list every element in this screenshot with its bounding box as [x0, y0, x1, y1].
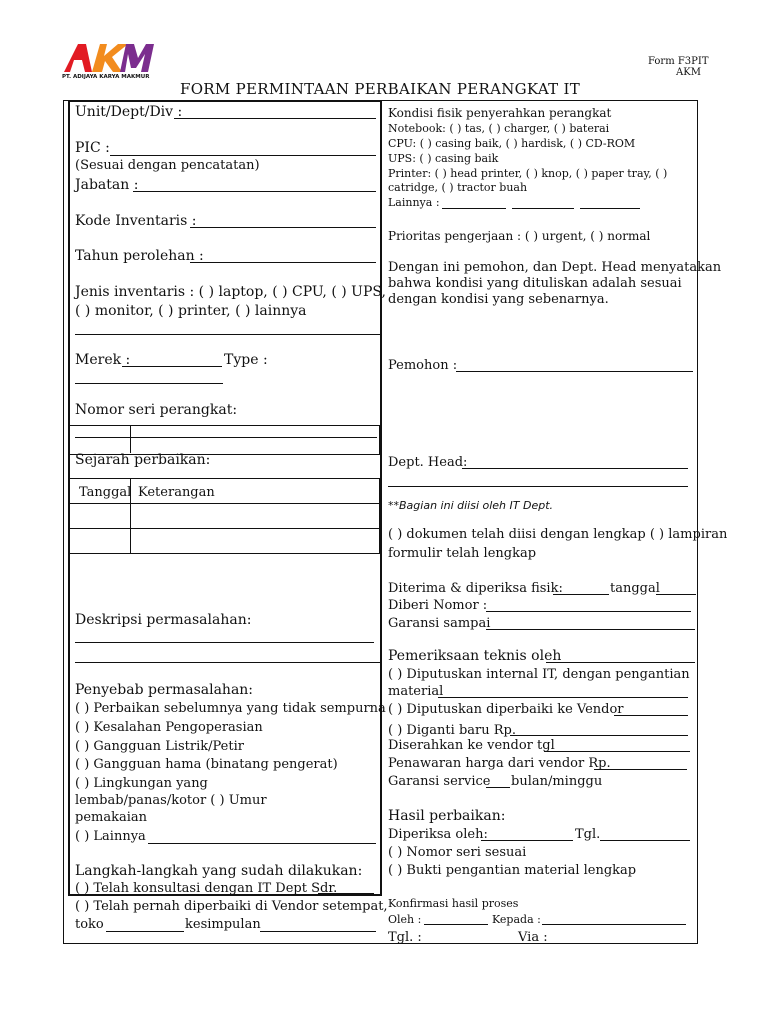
kondisi-cpu[interactable]: CPU: ( ) casing baik, ( ) hardisk, ( ) CD-ROM: [388, 137, 636, 150]
tgl-field[interactable]: [600, 840, 690, 841]
jenis-field[interactable]: [75, 334, 380, 335]
penyebab-label: Penyebab permasalahan:: [75, 682, 254, 698]
diperiksa-field[interactable]: [481, 840, 573, 841]
toko-field[interactable]: [106, 931, 184, 932]
merek-field[interactable]: [122, 366, 222, 367]
kode-label: Kode Inventaris :: [75, 213, 197, 229]
oleh-label: Oleh :: [388, 913, 422, 926]
kepada-label: Kepada :: [492, 913, 541, 926]
deskripsi-field-1[interactable]: [75, 642, 374, 643]
form-code: Form F3PIT: [648, 56, 709, 67]
kondisi-title: Kondisi fisik penyerahkan perangkat: [388, 106, 612, 120]
penyebab-item-1[interactable]: ( ) Perbaikan sebelumnya yang tidak sempurna: [75, 701, 386, 716]
company-logo: [62, 40, 158, 74]
penyebab-item-5[interactable]: ( ) Lingkungan yang: [75, 776, 208, 791]
tanggal-label: tanggal: [610, 581, 660, 596]
penawaran-field[interactable]: [594, 769, 687, 770]
pic-label: PIC :: [75, 140, 110, 156]
kondisi-printer-1[interactable]: Printer: ( ) head printer, ( ) knop, ( ) paper tray, ( ): [388, 167, 668, 180]
tanggal-field[interactable]: [656, 594, 696, 595]
hasil-label: Hasil perbaikan:: [388, 808, 506, 824]
pic-field[interactable]: [110, 155, 376, 156]
oleh-field[interactable]: [424, 924, 488, 925]
jabatan-field[interactable]: [133, 191, 376, 192]
kode-field[interactable]: [190, 227, 376, 228]
diganti-field[interactable]: [510, 735, 688, 736]
form-org: AKM: [676, 67, 701, 78]
type-label: Type :: [224, 352, 268, 368]
pemohon-field[interactable]: [456, 371, 693, 372]
col-tanggal: Tanggal: [79, 485, 132, 500]
lainnya-field-1[interactable]: [442, 208, 506, 209]
pic-note: (Sesuai dengan pencatatan): [75, 158, 260, 173]
tgl2-label: Tgl. :: [388, 930, 422, 945]
kepada-field[interactable]: [542, 924, 686, 925]
langkah-konsultasi-field[interactable]: [318, 893, 374, 894]
jenis-line-1: Jenis inventaris : ( ) laptop, ( ) CPU, ( ) UPS,: [75, 284, 386, 300]
bulan-minggu-label: bulan/minggu: [511, 774, 603, 789]
penyebab-item-6[interactable]: lembab/panas/kotor ( ) Umur: [75, 793, 267, 808]
penyebab-lainnya-field[interactable]: [148, 843, 376, 844]
diganti-baru[interactable]: ( ) Diganti baru Rp.: [388, 723, 516, 738]
penawaran-label: Penawaran harga dari vendor Rp.: [388, 756, 611, 771]
table-row: [69, 528, 379, 529]
kondisi-notebook[interactable]: Notebook: ( ) tas, ( ) charger, ( ) baterai: [388, 122, 610, 135]
jenis-line-2: ( ) monitor, ( ) printer, ( ) lainnya: [75, 303, 307, 319]
vendor-field[interactable]: [614, 715, 688, 716]
unit-label: Unit/Dept/Div :: [75, 104, 183, 120]
garansi-field[interactable]: [486, 629, 695, 630]
form-title: FORM PERMINTAAN PERBAIKAN PERANGKAT IT: [180, 80, 581, 98]
kondisi-ups[interactable]: UPS: ( ) casing baik: [388, 152, 499, 165]
via-label: Via :: [518, 930, 548, 945]
col-keterangan: Keterangan: [138, 485, 215, 500]
dept-head-field-2[interactable]: [388, 486, 688, 487]
column-divider: [380, 100, 382, 896]
penyebab-item-7: pemakaian: [75, 810, 148, 825]
lainnya-field-3[interactable]: [580, 208, 640, 209]
tahun-field[interactable]: [190, 262, 376, 263]
dokumen-line-2: formulir telah lengkap: [388, 546, 537, 561]
merek-label: Merek :: [75, 352, 131, 368]
table-row: [69, 503, 379, 504]
diterima-field[interactable]: [553, 594, 609, 595]
nomor-seri-sesuai[interactable]: ( ) Nomor seri sesuai: [388, 845, 527, 860]
garansi-service-label: Garansi service: [388, 774, 491, 789]
company-name: PT. ADIJAYA KARYA MAKMUR: [62, 74, 150, 80]
diputuskan-vendor[interactable]: ( ) Diputuskan diperbaiki ke Vendor: [388, 702, 624, 717]
pemohon-label: Pemohon :: [388, 358, 458, 373]
material-field[interactable]: [438, 697, 688, 698]
unit-field[interactable]: [174, 118, 376, 119]
pernyataan-line-1: Dengan ini pemohon, dan Dept. Head menyatakan: [388, 260, 722, 275]
nomor-seri-field[interactable]: [75, 437, 377, 438]
pernyataan-line-3: dengan kondisi yang sebenarnya.: [388, 292, 609, 307]
langkah-item-2[interactable]: ( ) Telah pernah diperbaiki di Vendor setempat,: [75, 899, 388, 914]
bukti-pengantian[interactable]: ( ) Bukti pengantian material lengkap: [388, 863, 637, 878]
nomor-seri-grid: [69, 425, 380, 455]
garansi-label: Garansi sampai: [388, 616, 491, 631]
dept-head-field[interactable]: [462, 468, 688, 469]
diberi-label: Diberi Nomor :: [388, 598, 488, 613]
toko-label: toko: [75, 917, 104, 932]
dept-head-label: Dept. Head:: [388, 455, 468, 470]
diserahkan-field[interactable]: [544, 751, 690, 752]
langkah-item-1[interactable]: ( ) Telah konsultasi dengan IT Dept Sdr.: [75, 881, 338, 896]
penyebab-item-2[interactable]: ( ) Kesalahan Pengoperasian: [75, 720, 263, 735]
it-note: **Bagian ini diisi oleh IT Dept.: [388, 499, 554, 512]
kondisi-printer-2[interactable]: catridge, ( ) tractor buah: [388, 181, 528, 194]
left-top-border: [68, 100, 381, 102]
tahun-label: Tahun perolehan :: [75, 248, 204, 264]
nomor-seri-divider: [130, 425, 131, 453]
deskripsi-label: Deskripsi permasalahan:: [75, 612, 252, 628]
diserahkan-label: Diserahkan ke vendor tgl: [388, 738, 555, 753]
prioritas-label[interactable]: Prioritas pengerjaan : ( ) urgent, ( ) normal: [388, 229, 651, 243]
kesimpulan-field[interactable]: [260, 931, 376, 932]
pernyataan-line-2: bahwa kondisi yang dituliskan adalah sesuai: [388, 276, 682, 291]
dokumen-line-1[interactable]: ( ) dokumen telah diisi dengan lengkap ( ) lampiran: [388, 527, 728, 542]
penyebab-item-3[interactable]: ( ) Gangguan Listrik/Petir: [75, 739, 244, 754]
jabatan-label: Jabatan :: [75, 177, 139, 193]
diputuskan-internal[interactable]: ( ) Diputuskan internal IT, dengan pengantian: [388, 667, 690, 682]
diberi-field[interactable]: [486, 611, 691, 612]
tgl2-field[interactable]: [424, 943, 516, 944]
tgl-label: Tgl.: [575, 827, 601, 842]
via-field[interactable]: [552, 943, 690, 944]
pemeriksaan-field[interactable]: [546, 662, 695, 663]
nomor-seri-label: Nomor seri perangkat:: [75, 402, 238, 418]
lainnya-field-2[interactable]: [512, 208, 574, 209]
kesimpulan-label: kesimpulan: [185, 917, 261, 932]
sejarah-label: Sejarah perbaikan:: [75, 452, 211, 468]
pemeriksaan-label: Pemeriksaan teknis oleh: [388, 648, 562, 664]
langkah-label: Langkah-langkah yang sudah dilakukan:: [75, 863, 363, 879]
type-field[interactable]: [75, 383, 223, 384]
material-label: material: [388, 684, 444, 699]
diperiksa-label: Diperiksa oleh:: [388, 827, 488, 842]
deskripsi-field-2[interactable]: [75, 662, 380, 663]
konfirmasi-label: Konfirmasi hasil proses: [388, 897, 519, 910]
diterima-label: Diterima & diperiksa fisik:: [388, 581, 563, 596]
kondisi-lainnya: Lainnya :: [388, 196, 440, 209]
penyebab-item-4[interactable]: ( ) Gangguan hama (binatang pengerat): [75, 757, 338, 772]
garansi-service-field[interactable]: [486, 787, 510, 788]
penyebab-lainnya[interactable]: ( ) Lainnya: [75, 829, 146, 844]
